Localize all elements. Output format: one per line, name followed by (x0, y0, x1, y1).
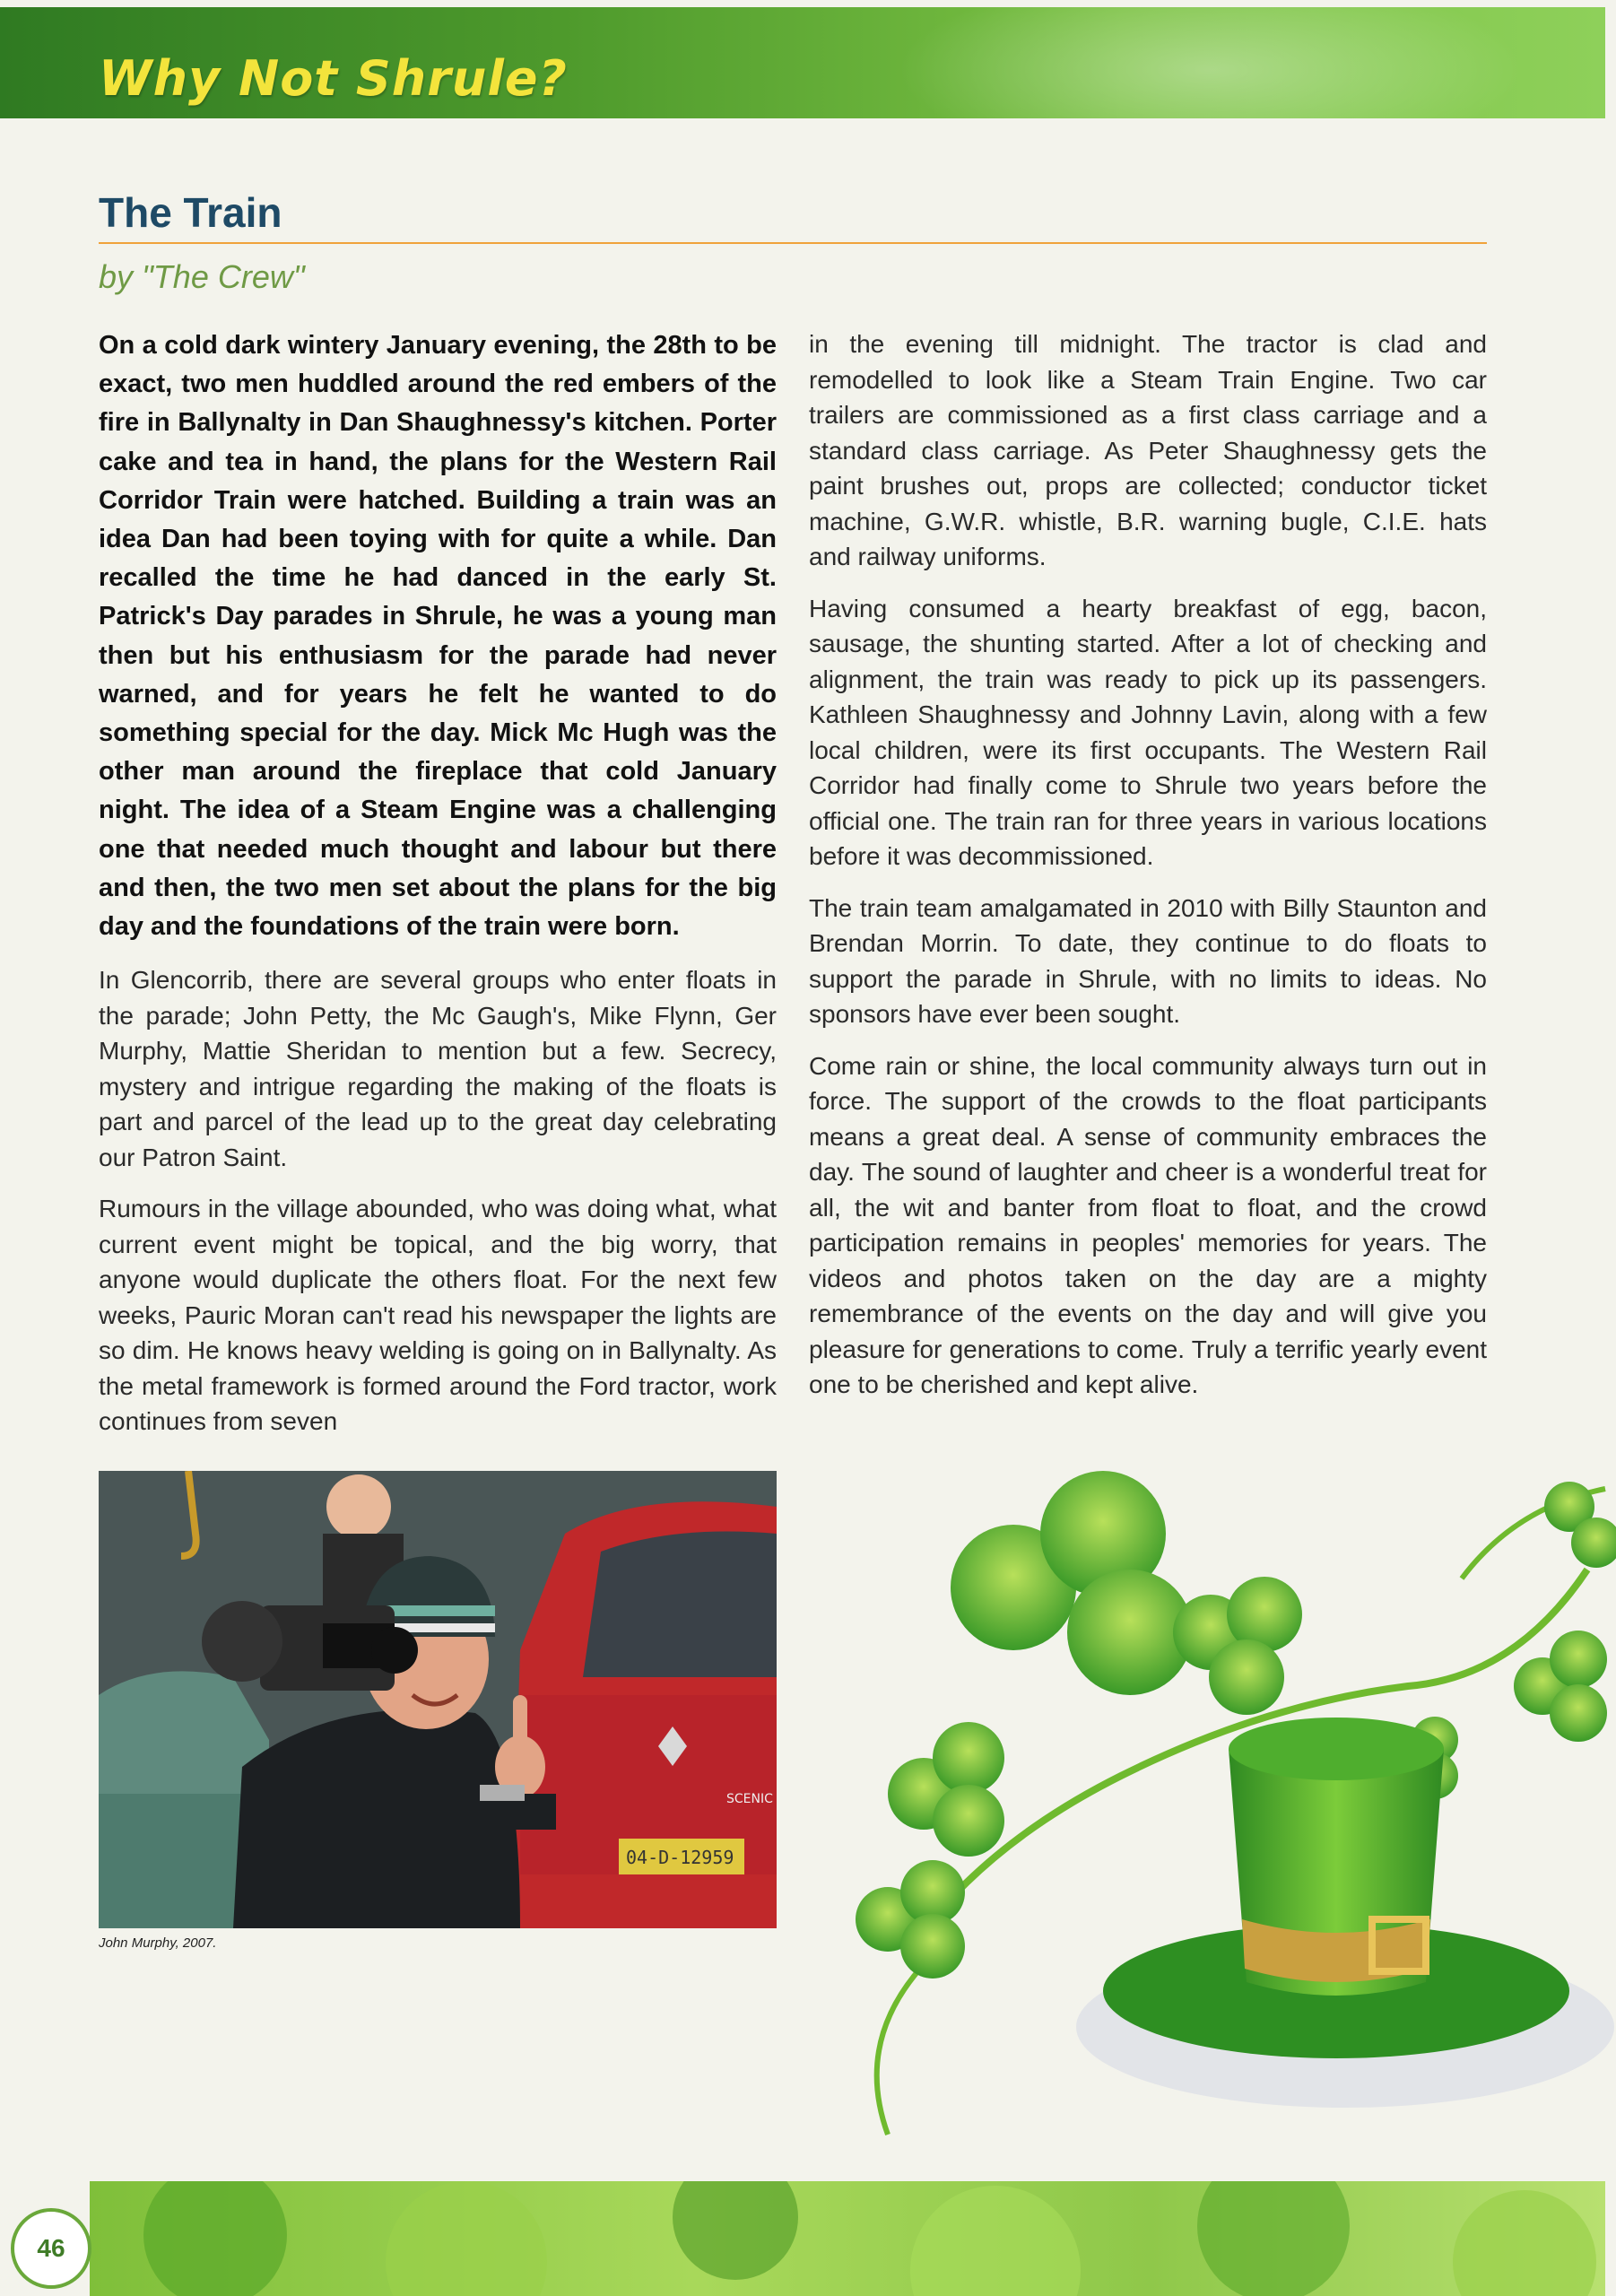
shamrock-icon (1544, 1482, 1616, 1568)
series-title: Why Not Shrule? (99, 50, 568, 107)
shamrock-icon (856, 1860, 965, 1979)
photo-caption: John Murphy, 2007. (99, 1935, 217, 1951)
shamrock-decoration (834, 1453, 1616, 2206)
paragraph: Rumours in the village abounded, who was doing what, what current event might be topical, and the big worry, that anyone would duplicate the others float. For the next few weeks, Pauric Moran can't read his newspaper the lights are so dim. He knows heavy welding is going on in Ballynalty. As the metal framework is formed around the Ford tractor, work continues from seven (99, 1195, 777, 1436)
byline: by "The Crew" (99, 258, 305, 295)
cameraman-photo (99, 1471, 777, 1928)
paragraph: Come rain or shine, the local community always turn out in force. The support of the crowds to the float participants means a great deal. A sense of community embraces the day. The sound of laughter and cheer is a wonderful treat for all, the wit and banter from float to float, and the crowd participation remains in peoples' memories for years. The videos and photos taken on the day are a mighty remembrance of the events on the day and will give you pleasure for generations to come. Truly a terrific yearly event one to be cherished and kept alive. (809, 1051, 1487, 1398)
microphone-icon (202, 1601, 282, 1682)
paragraph: The train team amalgamated in 2010 with Billy Staunton and Brendan Morrin. To date, they continue to do floats to support the parade in Shrule, with no limits to ideas. No sponsors have ever been sought. (809, 893, 1487, 1028)
paragraph: Having consumed a hearty breakfast of egg, bacon, sausage, the shunting started. After a lot of checking and alignment, the train was ready to pick up its passengers. Kathleen Shaughnessy and Johnny Lavin, along with a few local children, were its first occupants. The Western Rail Corridor had finally come to Shrule two years before the official one. The train ran for three years in various locations before it was decommissioned. (809, 594, 1487, 870)
shamrock-icon (888, 1722, 1004, 1857)
shamrock-illustration (834, 1453, 1616, 2206)
left-column (99, 326, 777, 1456)
footer-shamrocks (90, 2181, 1605, 2296)
right-column (809, 326, 1487, 1419)
footer-band (90, 2181, 1605, 2296)
header-band (0, 7, 1605, 118)
paragraph: in the evening till midnight. The tractor is clad and remodelled to look like a Steam Train Engine. Two car trailers are commissioned as a first class carriage and a standard class carriage. As Peter Shaughnessy gets the paint brushes out, props are collected; conductor ticket machine, G.W.R. whistle, B.R. warning bugle, C.I.E. hats and railway uniforms. (809, 330, 1487, 570)
article-title: The Train (99, 189, 282, 236)
photo-illustration (99, 1471, 777, 1928)
shamrock-icon (951, 1471, 1193, 1695)
title-rule (99, 242, 1487, 244)
shamrock-icon (1173, 1577, 1302, 1715)
paragraph: In Glencorrib, there are several groups who enter floats in the parade; John Petty, the Mc Gaugh's, Mike Flynn, Ger Murphy, Mattie Sheridan to mention but a few. Secrecy, mystery and intrigue regarding the making of the floats is part and parcel of the lead up to the great day celebrating our Patron Saint. (99, 966, 777, 1171)
header-shimmer (897, 7, 1525, 118)
page-number: 46 (37, 2234, 65, 2262)
thumbs-up-icon (513, 1695, 527, 1749)
page-number-badge (11, 2208, 91, 2289)
leprechaun-hat-icon (1076, 1718, 1614, 2108)
lead-paragraph: On a cold dark wintery January evening, the 28th to be exact, two men huddled around the red embers of the fire in Ballynalty in Dan Shaughnessy's kitchen. Porter cake and tea in hand, the plans for the Western Rail Corridor Train were hatched. Building a train was an idea Dan had been toying with for quite a while. Dan recalled the time he had danced in the early St. Patrick's Day parades in Shrule, he was a young man then but his enthusiasm for the parade had never warned, and for years he felt he wanted to do something special for the day. Mick Mc Hugh was the other man around the fireplace that cold January night. The idea of a Steam Engine was a challenging one that needed much thought and labour but there and then, the two men set about the plans for the big day and the foundations of the train were born. (99, 331, 777, 942)
car-badge: SCENIC (726, 1792, 773, 1806)
shamrock-icon (1514, 1631, 1607, 1742)
license-plate: 04-D-12959 (626, 1847, 734, 1868)
